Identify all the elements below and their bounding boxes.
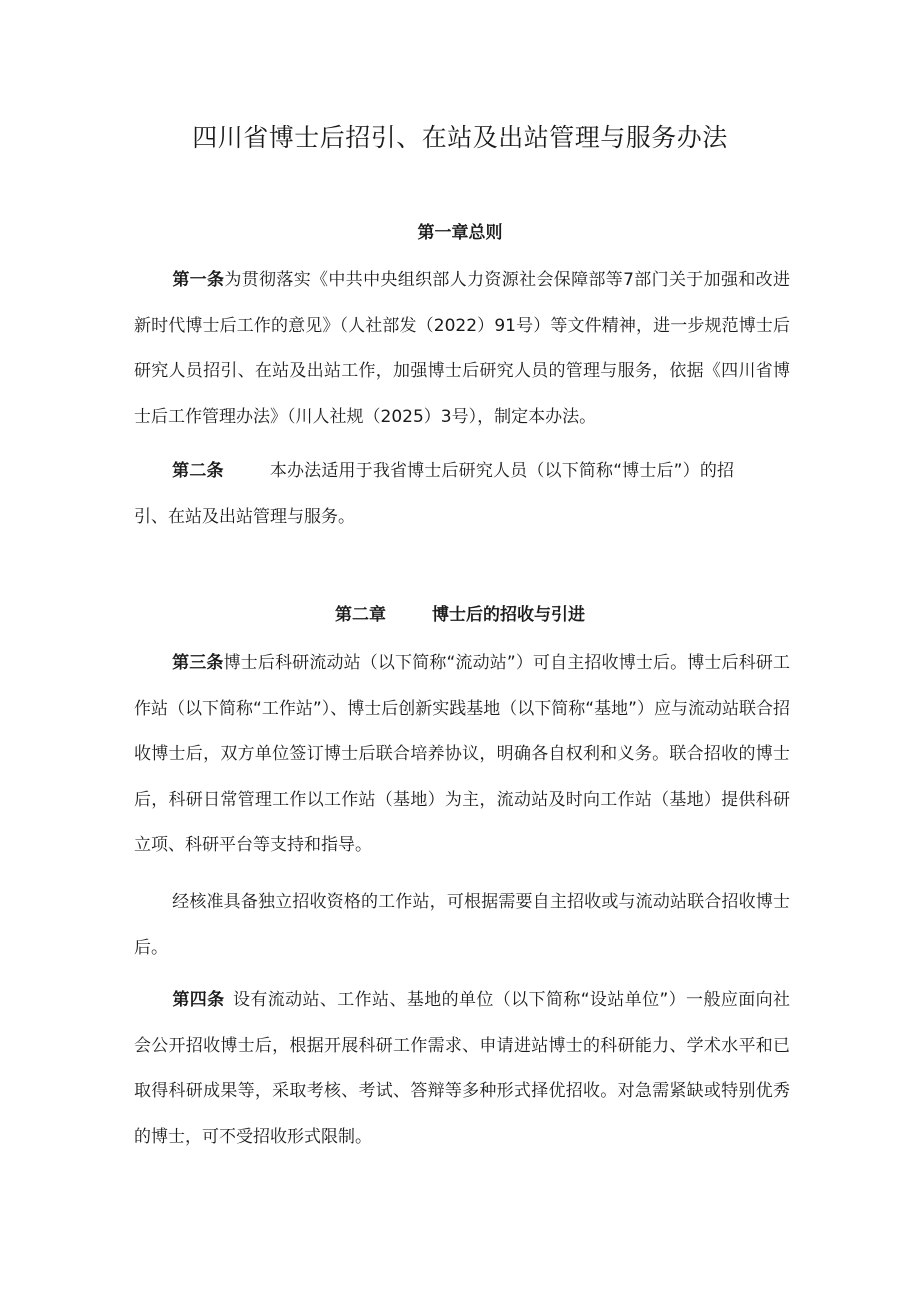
article-3-para2-text: 经核准具备独立招收资格的工作站，可根据需要自主招收或与流动站联合招收博士后。 bbox=[134, 892, 790, 958]
article-3-text: 博士后科研流动站（以下简称“流动站”）可自主招收博士后。博士后科研工作站（以下简称“工作站”）、博士后创新实践基地（以下简称“基地”）应与流动站联合招收博士后，双方单位签订博士后联合培养协议，明确各自权利和义务。联合招收的博士后，科研日常管理工作以工作站（基地）为主，流动站及时向工作站（基地）提供科研立项、科研平台等支持和指导。 bbox=[134, 653, 791, 855]
article-2-text: 本办法适用于我省博士后研究人员（以下简称“博士后”）的招引、在站及出站管理与服务。 bbox=[134, 461, 734, 527]
chapter-2-title: 博士后的招收与引进 bbox=[432, 605, 585, 625]
document-title: 四川省博士后招引、在站及出站管理与服务办法 bbox=[192, 123, 728, 152]
article-3-label: 第三条 bbox=[172, 653, 224, 673]
chapter-1-heading bbox=[0, 219, 920, 247]
article-3 bbox=[134, 641, 790, 869]
article-3-paragraph-2 bbox=[134, 880, 790, 971]
article-1 bbox=[134, 258, 790, 440]
article-2 bbox=[134, 449, 734, 540]
article-1-text: 为贯彻落实《中共中央组织部人力资源社会保障部等7部门关于加强和改进新时代博士后工作的意见》（人社部发（2022）91号）等文件精神，进一步规范博士后研究人员招引、在站及出站工作，加强博士后研究人员的管理与服务，依据《四川省博士后工作管理办法》（川人社规（2025）3号），制定本办法。 bbox=[134, 270, 790, 427]
article-4-label: 第四条 bbox=[172, 990, 225, 1010]
article-4-text: 设有流动站、工作站、基地的单位（以下简称“设站单位”）一般应面向社会公开招收博士后，根据开展科研工作需求、申请进站博士的科研能力、学术水平和已取得科研成果等，采取考核、考试、答辩等多种形式择优招收。对急需紧缺或特别优秀的博士，可不受招收形式限制。 bbox=[134, 990, 790, 1147]
article-4 bbox=[134, 978, 790, 1160]
article-2-label: 第二条 bbox=[172, 461, 224, 481]
chapter-1-title: 第一章总则 bbox=[417, 223, 503, 243]
chapter-2-label: 第二章 bbox=[335, 605, 386, 625]
article-1-label: 第一条 bbox=[172, 270, 225, 290]
chapter-2-heading bbox=[0, 601, 920, 629]
